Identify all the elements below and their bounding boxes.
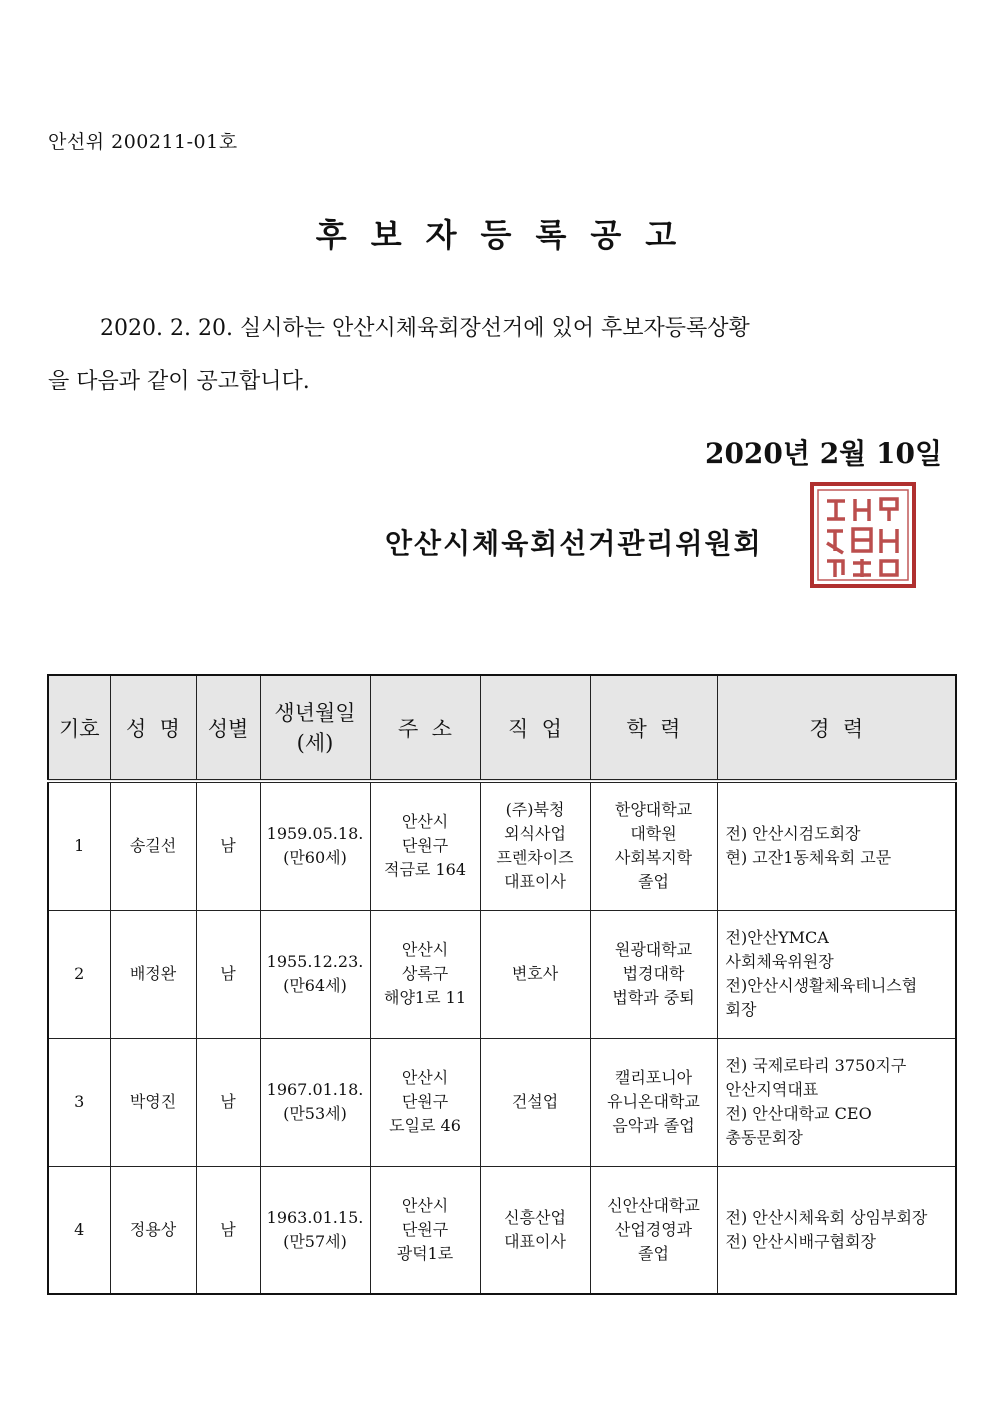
title-char: 공 (590, 216, 622, 254)
cell-address: 안산시 단원구 적금로 164 (370, 781, 480, 910)
cell-name: 배정완 (110, 910, 196, 1038)
header-birth-line2: (세) (296, 730, 334, 755)
title-char: 고 (645, 216, 677, 254)
header-education: 학 력 (590, 675, 717, 781)
cell-career: 전) 안산시체육회 상임부회장 전) 안산시배구협회장 (717, 1166, 956, 1294)
cell-name: 정용상 (110, 1166, 196, 1294)
page-title (0, 210, 992, 256)
header-birth (260, 675, 370, 781)
cell-birth: 1967.01.18. (만53세) (260, 1038, 370, 1166)
official-seal (809, 481, 917, 589)
table-row (48, 781, 956, 910)
cell-education: 신안산대학교 산업경영과 졸업 (590, 1166, 717, 1294)
title-char: 후 (315, 216, 347, 254)
title-char: 록 (535, 216, 567, 254)
header-job: 직 업 (480, 675, 590, 781)
cell-education: 캘리포니아 유니온대학교 음악과 졸업 (590, 1038, 717, 1166)
cell-job: 신흥산업 대표이사 (480, 1166, 590, 1294)
cell-birth: 1963.01.15. (만57세) (260, 1166, 370, 1294)
cell-no: 3 (48, 1038, 110, 1166)
cell-sex: 남 (196, 1166, 260, 1294)
cell-job: (주)북청 외식사업 프렌차이즈 대표이사 (480, 781, 590, 910)
cell-job: 건설업 (480, 1038, 590, 1166)
header-address: 주 소 (370, 675, 480, 781)
table-row (48, 910, 956, 1038)
header-name: 성 명 (110, 675, 196, 781)
organization-name: 안산시체육회선거관리위원회 (385, 527, 763, 560)
cell-education: 한양대학교 대학원 사회복지학 졸업 (590, 781, 717, 910)
table-header-row (48, 675, 956, 781)
intro-line-2: 을 다음과 같이 공고합니다. (48, 369, 310, 394)
table-row (48, 1166, 956, 1294)
cell-career: 전) 국제로타리 3750지구 안산지역대표 전) 안산대학교 CEO 총동문회장 (717, 1038, 956, 1166)
cell-address: 안산시 상록구 해양1로 11 (370, 910, 480, 1038)
cell-education: 원광대학교 법경대학 법학과 중퇴 (590, 910, 717, 1038)
cell-no: 2 (48, 910, 110, 1038)
header-career: 경 력 (717, 675, 956, 781)
title-char: 등 (480, 216, 512, 254)
cell-sex: 남 (196, 910, 260, 1038)
cell-sex: 남 (196, 781, 260, 910)
header-no: 기호 (48, 675, 110, 781)
cell-address: 안산시 단원구 광덕1로 (370, 1166, 480, 1294)
cell-no: 1 (48, 781, 110, 910)
candidates-table (47, 674, 957, 1295)
cell-career: 전)안산YMCA 사회체육위원장 전)안산시생활체육테니스협 회장 (717, 910, 956, 1038)
title-char: 보 (370, 216, 402, 254)
header-sex: 성별 (196, 675, 260, 781)
cell-birth: 1955.12.23. (만64세) (260, 910, 370, 1038)
intro-line-1: 2020. 2. 20. 실시하는 안산시체육회장선거에 있어 후보자등록상황 (100, 316, 750, 341)
cell-address: 안산시 단원구 도일로 46 (370, 1038, 480, 1166)
cell-name: 박영진 (110, 1038, 196, 1166)
table-row (48, 1038, 956, 1166)
title-char: 자 (425, 216, 457, 254)
announcement-date: 2020년 2월 10일 (704, 437, 942, 470)
intro-paragraph (48, 302, 944, 408)
cell-job: 변호사 (480, 910, 590, 1038)
header-birth-line1: 생년월일 (274, 700, 356, 725)
cell-sex: 남 (196, 1038, 260, 1166)
cell-career: 전) 안산시검도회장 현) 고잔1동체육회 고문 (717, 781, 956, 910)
cell-no: 4 (48, 1166, 110, 1294)
cell-name: 송길선 (110, 781, 196, 910)
document-number: 안선위 200211-01호 (48, 131, 238, 153)
cell-birth: 1959.05.18. (만60세) (260, 781, 370, 910)
